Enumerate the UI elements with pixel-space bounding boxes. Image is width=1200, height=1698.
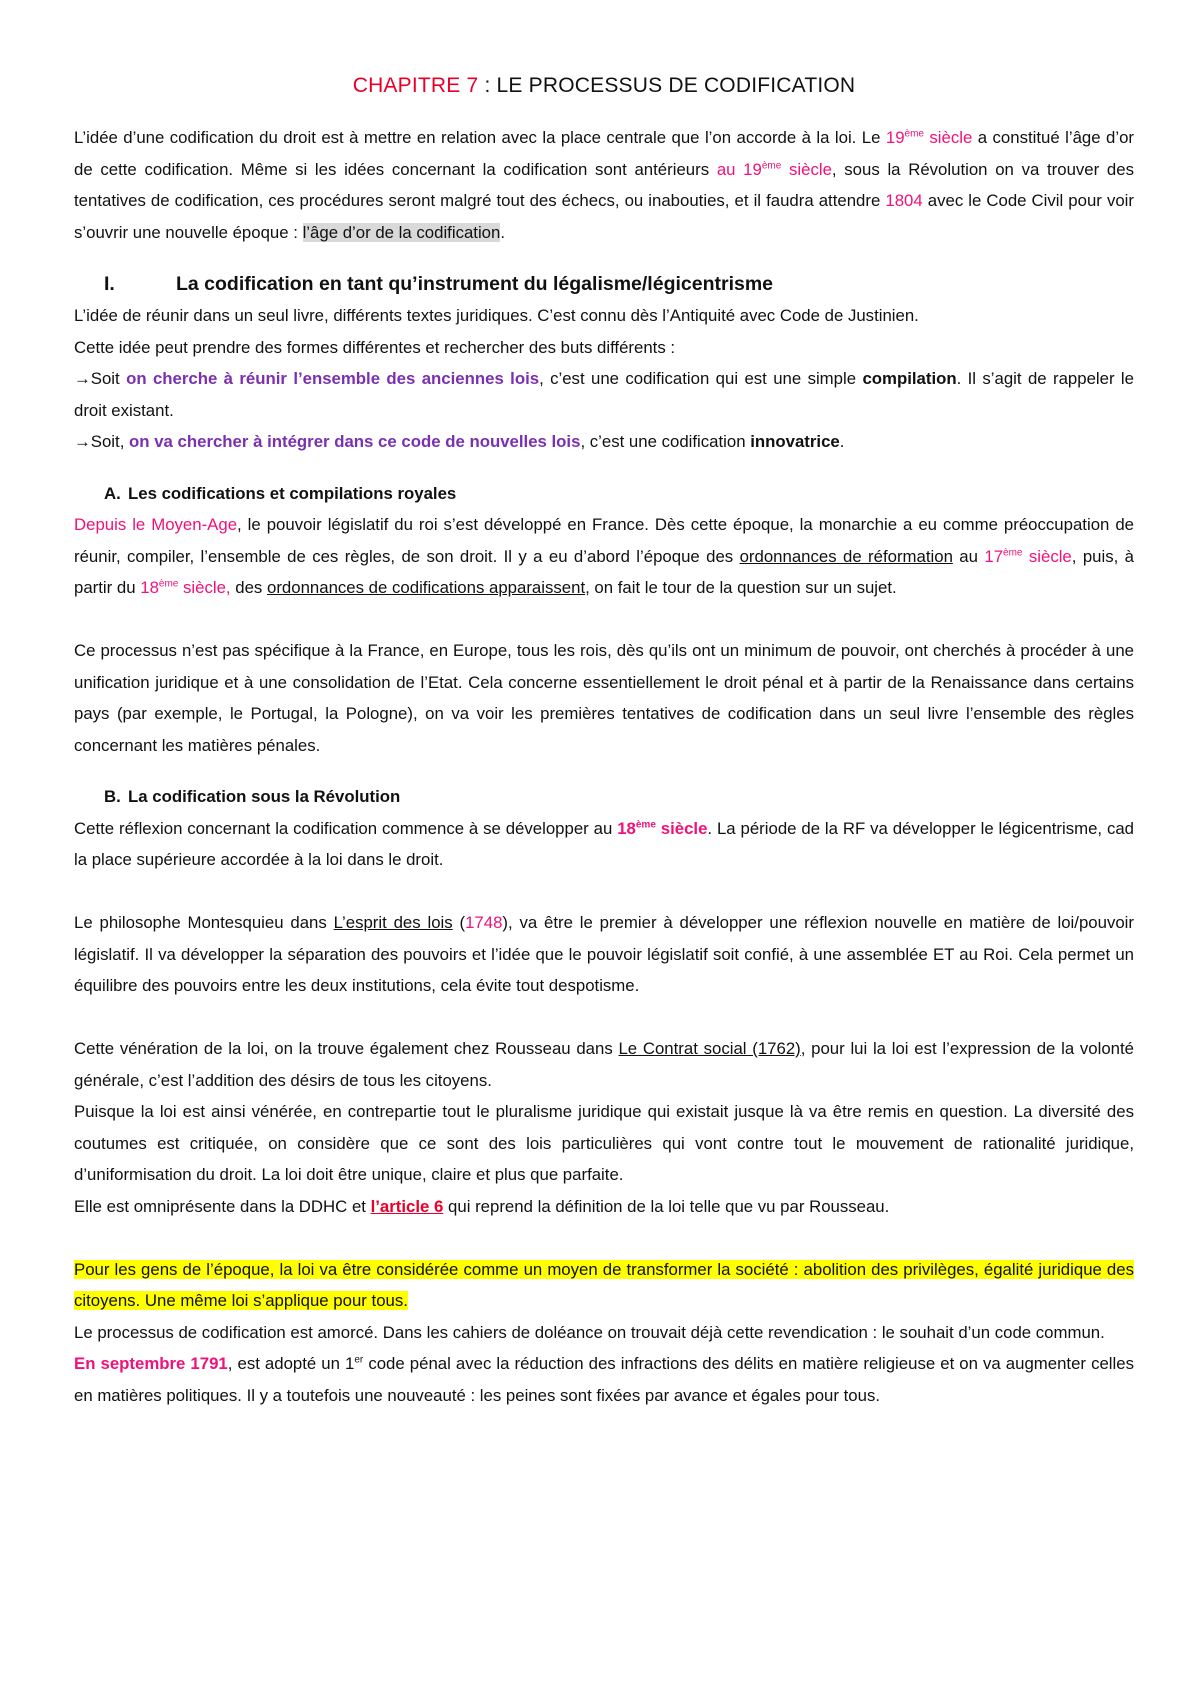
section-heading-1: I. La codification en tant qu’instrument du légalisme/légicentrisme	[104, 273, 774, 295]
arrow-icon: →	[74, 432, 91, 451]
section-heading-b: B. La codification sous la Révolution	[104, 787, 401, 806]
bullet-compilation: →Soit on cherche à réunir l’ensemble des anciennes lois, c’est une codification qui est une simple compilation. Il s’agit de rappeler le droit existant.	[74, 369, 1134, 420]
highlighted-paragraph: Pour les gens de l’époque, la loi va être considérée comme un moyen de transformer la société : abolition des privilèges, égalité juridique des citoyens. Une même loi s’applique pour tous.	[74, 1259, 1134, 1310]
paragraph: Ce processus n’est pas spécifique à la France, en Europe, tous les rois, dès qu’ils ont un minimum de pouvoir, ont cherchés à procéder à une unification juridique et à une consolidation de l’Etat. Cela concerne essentiellement le droit pénal et à partir de la Renaissance dans certains pays (par exemple, le Portugal, la Pologne), on va voir les premières tentatives de codification dans un seul livre l’ensemble des règles concernant les matières pénales.	[74, 641, 1134, 755]
arrow-icon: →	[74, 369, 91, 388]
section-heading-a: A. Les codifications et compilations royales	[104, 483, 457, 503]
paragraph: Cette idée peut prendre des formes différentes et rechercher des buts différents :	[74, 337, 676, 357]
paragraph: Le processus de codification est amorcé. Dans les cahiers de doléance on trouvait déjà cette revendication : le souhait d’un code commun.	[74, 1322, 1105, 1342]
intro-paragraph: L’idée d’une codification du droit est à mettre en relation avec la place centrale que l’on accorde à la loi. Le 19ème siècle a constitué l’âge d’or de cette codification. Même si les idées concernant la codification sont antérieurs au 19ème siècle, sous la Révolution on va trouver des tentatives de codification, ces procédures seront malgré tout des échecs, ou inabouties, et il faudra attendre 1804 avec le Code Civil pour voir s’ouvrir une nouvelle époque : l’âge d’or de la codification.	[74, 128, 1134, 242]
paragraph: Cette vénération de la loi, on la trouve également chez Rousseau dans Le Contrat social (1762), pour lui la loi est l’expression de la volonté générale, c’est l’addition des désirs de tous les citoyens.	[74, 1039, 1134, 1090]
page-title: CHAPITRE 7 : LE PROCESSUS DE CODIFICATION	[352, 74, 856, 97]
highlight-gray: l’âge d’or de la codification	[302, 222, 501, 242]
paragraph: Elle est omniprésente dans la DDHC et l’article 6 qui reprend la définition de la loi telle que vu par Rousseau.	[74, 1196, 890, 1216]
paragraph: L’idée de réunir dans un seul livre, différents textes juridiques. C’est connu dès l’Antiquité avec Code de Justinien.	[74, 306, 919, 325]
document-page	[74, 66, 1134, 1411]
paragraph: Cette réflexion concernant la codification commence à se développer au 18ème siècle. La période de la RF va développer le légicentrisme, cad la place supérieure accordée à la loi dans le droit.	[74, 818, 1134, 869]
paragraph: Puisque la loi est ainsi vénérée, en contrepartie tout le pluralisme juridique qui existait jusque là va être remis en question. La diversité des coutumes est critiquée, on considère que ce sont des lois particulières qui vont contre tout le mouvement de rationalité juridique, d’uniformisation du droit. La loi doit être unique, claire et plus que parfaite.	[74, 1102, 1134, 1184]
paragraph: En septembre 1791, est adopté un 1er code pénal avec la réduction des infractions des délits en matière religieuse et on va augmenter celles en matières politiques. Il y a toutefois une nouveauté : les peines sont fixées par avance et égales pour tous.	[74, 1354, 1134, 1405]
paragraph: Le philosophe Montesquieu dans L’esprit des lois (1748), va être le premier à développer une réflexion nouvelle en matière de loi/pouvoir législatif. Il va développer la séparation des pouvoirs et l’idée que le pouvoir législatif soit confié, à une assemblée ET au Roi. Cela permet un équilibre des pouvoirs entre les deux institutions, cela évite tout despotisme.	[74, 913, 1134, 995]
bullet-innovatrice: →Soit, on va chercher à intégrer dans ce code de nouvelles lois, c’est une codification innovatrice.	[74, 432, 845, 451]
chapter-label: CHAPITRE 7	[352, 74, 479, 97]
paragraph: Depuis le Moyen-Age, le pouvoir législatif du roi s’est développé en France. Dès cette époque, la monarchie a eu comme préoccupation de réunir, compiler, l’ensemble de ces règles, de son droit. Il y a eu d’abord l’époque des ordonnances de réformation au 17ème siècle, puis, à partir du 18ème siècle, des ordonnances de codifications apparaissent, on fait le tour de la question sur un sujet.	[74, 515, 1134, 597]
